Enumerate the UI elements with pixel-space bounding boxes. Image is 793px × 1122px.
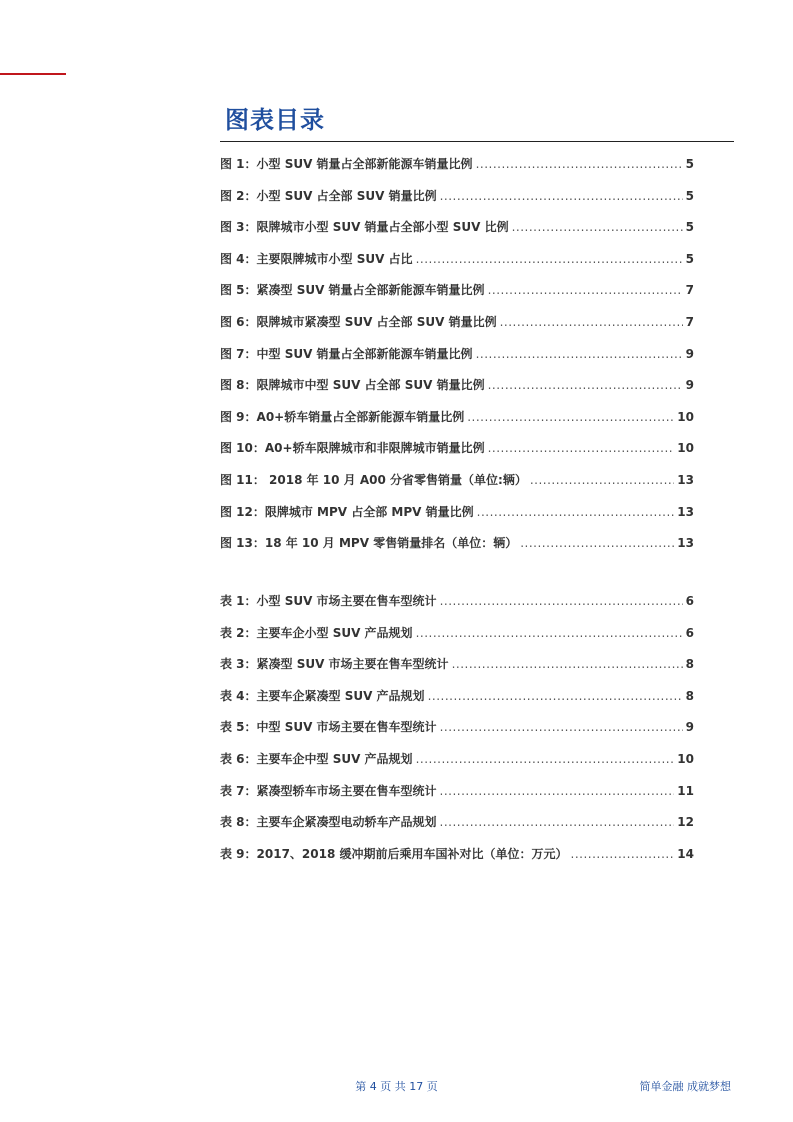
figure-entry[interactable] — [220, 184, 694, 216]
figure-entry-page[interactable]: 9 — [685, 378, 694, 393]
figure-entry-label[interactable]: 图 3：限牌城市小型 SUV 销量占全部小型 SUV 比例 — [220, 220, 509, 235]
figure-entry[interactable] — [220, 531, 694, 563]
table-entry-page[interactable]: 8 — [685, 657, 694, 672]
figure-entry[interactable] — [220, 310, 694, 342]
figure-entry[interactable] — [220, 468, 694, 500]
figure-entry[interactable] — [220, 342, 694, 374]
figure-entry[interactable] — [220, 373, 694, 405]
figure-entry-page[interactable]: 10 — [677, 441, 694, 456]
figure-entry-label[interactable]: 图 4：主要限牌城市小型 SUV 占比 — [220, 251, 413, 266]
dot-leader — [440, 184, 683, 208]
figure-entry-label[interactable]: 图 6：限牌城市紧凑型 SUV 占全部 SUV 销量比例 — [220, 314, 497, 329]
table-entry-page[interactable]: 14 — [677, 846, 694, 861]
figure-entry-page[interactable]: 5 — [685, 251, 694, 266]
table-entry-page[interactable]: 9 — [685, 720, 694, 735]
dot-leader — [452, 652, 683, 676]
table-entry-label[interactable]: 表 1：小型 SUV 市场主要在售车型统计 — [220, 594, 437, 608]
figure-entry-page[interactable]: 5 — [685, 220, 694, 235]
dot-leader — [477, 500, 675, 524]
figure-entry-label[interactable]: 图 8：限牌城市中型 SUV 占全部 SUV 销量比例 — [220, 378, 485, 393]
dot-leader — [440, 779, 675, 803]
dot-leader — [440, 715, 683, 739]
page-title: 图表目录 — [225, 106, 325, 134]
figure-entry[interactable] — [220, 278, 694, 310]
table-entry[interactable] — [220, 779, 694, 811]
dot-leader — [428, 684, 683, 708]
table-entry[interactable] — [220, 747, 694, 779]
table-entry[interactable] — [220, 589, 694, 621]
dot-leader — [488, 373, 683, 397]
figure-entry-page[interactable]: 13 — [677, 472, 694, 487]
dot-leader — [530, 468, 674, 492]
figure-entry-label[interactable]: 图 12：限牌城市 MPV 占全部 MPV 销量比例 — [220, 504, 474, 519]
figure-entry[interactable] — [220, 500, 694, 532]
header-accent-rule — [0, 73, 66, 75]
figure-entry-label[interactable]: 图 2：小型 SUV 占全部 SUV 销量比例 — [220, 188, 437, 203]
figure-index-list — [220, 152, 694, 563]
footer-slogan: 简单金融 成就梦想 — [639, 1080, 731, 1093]
table-entry-label[interactable]: 表 8：主要车企紧凑型电动轿车产品规划 — [220, 815, 437, 830]
dot-leader — [476, 342, 683, 366]
figure-entry-label[interactable]: 图 5：紧凑型 SUV 销量占全部新能源车销量比例 — [220, 283, 485, 298]
table-index-list — [220, 589, 694, 873]
dot-leader — [440, 810, 675, 834]
dot-leader — [512, 215, 683, 239]
figure-entry-page[interactable]: 13 — [677, 536, 694, 551]
dot-leader — [467, 405, 674, 429]
figure-entry[interactable] — [220, 215, 694, 247]
table-entry-page[interactable]: 12 — [677, 815, 694, 830]
figure-entry-page[interactable]: 10 — [677, 409, 694, 424]
table-entry-label[interactable]: 表 2：主要车企小型 SUV 产品规划 — [220, 625, 413, 640]
figure-entry-label[interactable]: 图 9：A0+轿车销量占全部新能源车销量比例 — [220, 409, 465, 424]
table-entry-page[interactable]: 6 — [685, 625, 694, 640]
figure-entry[interactable] — [220, 152, 694, 184]
dot-leader — [416, 747, 675, 771]
figure-entry-page[interactable]: 5 — [685, 157, 694, 171]
table-entry[interactable] — [220, 715, 694, 747]
figure-entry-label[interactable]: 图 7：中型 SUV 销量占全部新能源车销量比例 — [220, 346, 473, 361]
figure-entry-page[interactable]: 7 — [685, 283, 694, 298]
dot-leader — [440, 589, 683, 613]
dot-leader — [571, 842, 675, 866]
figure-entry-page[interactable]: 5 — [685, 188, 694, 203]
table-entry[interactable] — [220, 810, 694, 842]
figure-entry-page[interactable]: 7 — [685, 314, 694, 329]
table-entry-page[interactable]: 10 — [677, 751, 694, 766]
table-entry-label[interactable]: 表 3：紧凑型 SUV 市场主要在售车型统计 — [220, 657, 449, 672]
figure-entry-label[interactable]: 图 11： 2018 年 10 月 A00 分省零售销量（单位:辆） — [220, 472, 527, 487]
table-entry-label[interactable]: 表 6：主要车企中型 SUV 产品规划 — [220, 751, 413, 766]
dot-leader — [476, 152, 683, 176]
dot-leader — [520, 531, 674, 555]
table-entry-page[interactable]: 11 — [677, 783, 694, 798]
page-indicator: 第 4 页 共 17 页 — [355, 1080, 438, 1093]
table-entry-label[interactable]: 表 9：2017、2018 缓冲期前后乘用车国补对比（单位：万元） — [220, 846, 568, 861]
dot-leader — [416, 621, 683, 645]
title-divider — [220, 141, 734, 142]
figure-entry-page[interactable]: 9 — [685, 346, 694, 361]
figure-entry[interactable] — [220, 436, 694, 468]
dot-leader — [488, 278, 683, 302]
figure-entry-label[interactable]: 图 13：18 年 10 月 MPV 零售销量排名（单位：辆） — [220, 536, 518, 551]
table-entry[interactable] — [220, 684, 694, 716]
table-entry[interactable] — [220, 842, 694, 874]
dot-leader — [488, 436, 675, 460]
table-entry-label[interactable]: 表 4：主要车企紧凑型 SUV 产品规划 — [220, 688, 425, 703]
dot-leader — [416, 247, 683, 271]
table-entry[interactable] — [220, 621, 694, 653]
table-entry[interactable] — [220, 652, 694, 684]
figure-entry-label[interactable]: 图 1：小型 SUV 销量占全部新能源车销量比例 — [220, 157, 473, 171]
dot-leader — [500, 310, 683, 334]
table-entry-page[interactable]: 6 — [685, 594, 694, 608]
figure-entry[interactable] — [220, 405, 694, 437]
table-entry-label[interactable]: 表 5：中型 SUV 市场主要在售车型统计 — [220, 720, 437, 735]
figure-entry[interactable] — [220, 247, 694, 279]
figure-entry-page[interactable]: 13 — [677, 504, 694, 519]
table-entry-label[interactable]: 表 7：紧凑型轿车市场主要在售车型统计 — [220, 783, 437, 798]
table-entry-page[interactable]: 8 — [685, 688, 694, 703]
figure-entry-label[interactable]: 图 10：A0+轿车限牌城市和非限牌城市销量比例 — [220, 441, 485, 456]
